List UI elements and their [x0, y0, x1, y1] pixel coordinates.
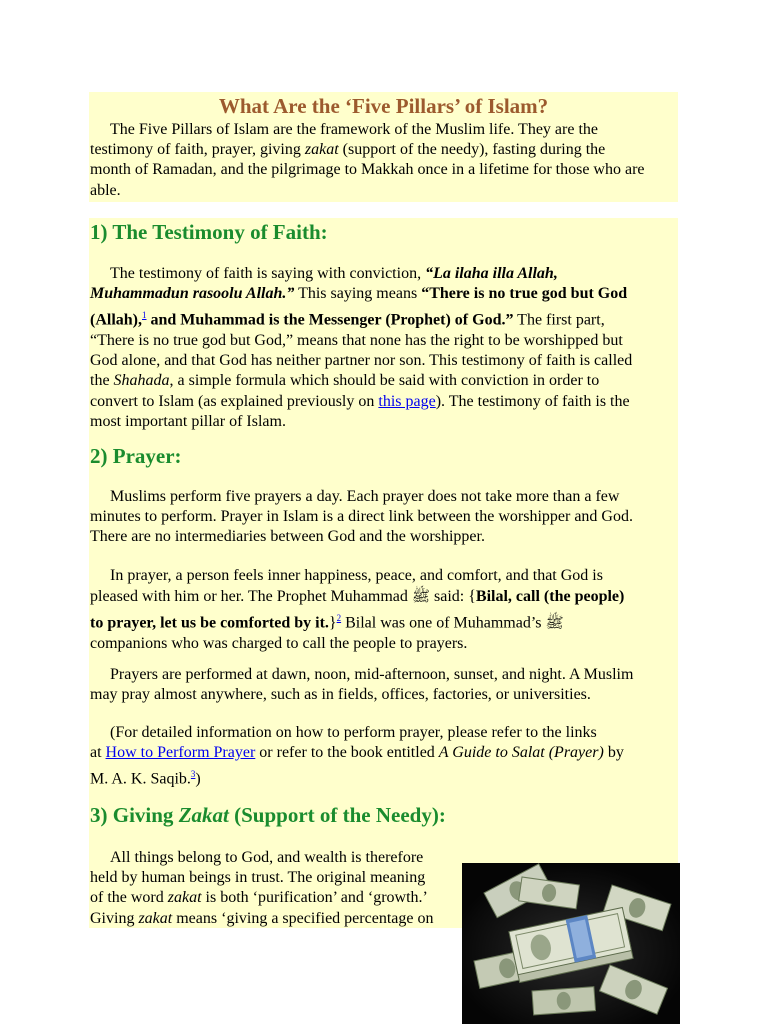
- s3-text-3c: is both ‘purification’ and ‘growth.’: [201, 889, 428, 907]
- s1-text-7a: convert to Islam (as explained previously on: [90, 392, 379, 410]
- s1-line-3: [90, 304, 680, 331]
- s3-line-3: [90, 888, 462, 908]
- s1-text-8: most important pillar of Islam.: [90, 412, 286, 430]
- s3-text-3a: of the word: [90, 889, 168, 907]
- s1-text-1a: The testimony of faith is saying with conviction,: [110, 265, 426, 282]
- testimony-paragraph: [90, 264, 680, 432]
- s2-c-line-2: [90, 685, 680, 705]
- s2-d-text-2a: at: [90, 744, 106, 762]
- s2-a-line-3: [90, 527, 680, 547]
- intro-text-4: able.: [90, 181, 121, 199]
- s2-c-text-2: may pray almost anywhere, such as in fields, offices, factories, or universities.: [90, 686, 591, 704]
- section-heading-testimony: 1) The Testimony of Faith:: [90, 220, 328, 244]
- footnote-link-3[interactable]: 3: [190, 769, 196, 780]
- s2-b-line-4: [90, 634, 680, 654]
- s1-line-6: [90, 371, 680, 391]
- s2-d-text-2c: A Guide to Salat (Prayer): [438, 744, 604, 762]
- s2-a-line-2: [90, 507, 680, 527]
- intro-text-1: The Five Pillars of Islam are the framework of the Muslim life. They are the: [110, 121, 598, 138]
- s3-text-1: All things belong to God, and wealth is therefore: [110, 849, 424, 866]
- intro-text-3: month of Ramadan, and the pilgrimage to Makkah once in a lifetime for those who are: [90, 161, 645, 179]
- s1-text-6b: Shahada: [113, 372, 170, 390]
- s2-b-text-2b: said: {: [430, 588, 476, 606]
- s2-d-line-3: [90, 763, 680, 790]
- s1-text-3c: The first part,: [513, 311, 605, 329]
- s3-heading-b: Zakat: [178, 803, 229, 827]
- s1-line-5: [90, 351, 680, 371]
- how-to-perform-prayer-link[interactable]: How to Perform Prayer: [105, 744, 256, 762]
- money-stack-illustration: [462, 863, 680, 1024]
- s1-text-3a: (Allah),: [90, 311, 142, 329]
- s2-b-text-1: In prayer, a person feels inner happiness, peace, and comfort, and that God is: [110, 567, 603, 584]
- intro-text-2b: zakat: [304, 141, 339, 159]
- s1-text-5: God alone, and that God has neither partner nor son. This testimony of faith is called: [90, 352, 633, 370]
- s1-text-4: “There is no true god but God,” means that none has the right to be worshipped but: [90, 331, 623, 349]
- intro-line-2: [90, 140, 680, 160]
- s2-d-text-2b: or refer to the book entitled: [255, 744, 439, 762]
- prayer-paragraph-3: [90, 665, 680, 705]
- s1-text-1b: “La ilaha illa Allah,: [425, 265, 558, 282]
- s2-b-text-3a: to prayer, let us be comforted by it.: [90, 614, 329, 632]
- page-title: What Are the ‘Five Pillars’ of Islam?: [218, 94, 549, 118]
- s2-b-line-1: [90, 566, 680, 586]
- s1-line-2: [90, 284, 680, 304]
- prayer-paragraph-4: [90, 723, 680, 790]
- s2-a-text-2: minutes to perform. Prayer in Islam is a direct link between the worshipper and God.: [90, 508, 633, 526]
- s3-text-4a: Giving: [90, 909, 139, 927]
- s1-text-2c: “There is no true god but God: [421, 285, 628, 303]
- intro-text-2c: (support of the needy), fasting during the: [338, 141, 606, 159]
- s3-text-4c: means ‘giving a specified percentage on: [172, 909, 434, 927]
- s1-text-2a: Muhammadun rasoolu Allah.”: [90, 285, 295, 303]
- s2-d-text-3b: ): [195, 770, 201, 788]
- footnote-link-1[interactable]: 1: [142, 310, 147, 321]
- intro-line-1: [90, 120, 680, 140]
- s2-b-text-3c: Bilal was one of Muhammad’s: [341, 614, 546, 632]
- s3-text-4b: zakat: [138, 909, 173, 927]
- prayer-paragraph-2: [90, 566, 680, 654]
- pbuh-calligraphy-icon: ﷺ: [411, 587, 430, 606]
- s2-d-text-3a: M. A. K. Saqib.: [90, 770, 191, 788]
- s2-b-line-2: [90, 586, 680, 607]
- s2-c-text-1: Prayers are performed at dawn, noon, mid-afternoon, sunset, and night. A Muslim: [110, 666, 634, 683]
- s1-text-6c: , a simple formula which should be said with conviction in order to: [169, 372, 600, 390]
- s1-text-6a: the: [90, 372, 114, 390]
- s3-text-2: held by human beings in trust. The original meaning: [90, 869, 426, 887]
- s2-a-text-3: There are no intermediaries between God and the worshipper.: [90, 528, 485, 546]
- s2-d-line-1: [90, 723, 680, 743]
- s2-a-line-1: [90, 487, 680, 507]
- s2-c-line-1: [90, 665, 680, 685]
- s1-line-1: [90, 264, 680, 284]
- s1-line-7: [90, 392, 680, 412]
- s2-b-text-4: companions who was charged to call the people to prayers.: [90, 634, 468, 652]
- intro-line-4: [90, 181, 680, 201]
- prayer-paragraph-1: [90, 487, 680, 548]
- s2-d-text-2d: by: [603, 744, 624, 762]
- s3-heading-c: (Support of the Needy):: [228, 803, 446, 827]
- section-heading-zakat: [90, 803, 446, 828]
- s2-b-line-3: [90, 607, 680, 634]
- s3-line-2: [90, 868, 462, 888]
- s2-d-text-1: (For detailed information on how to perform prayer, please refer to the links: [110, 724, 597, 741]
- s2-b-text-2a: pleased with him or her. The Prophet Muhammad: [90, 588, 412, 606]
- s2-a-text-1: Muslims perform five prayers a day. Each prayer does not take more than a few: [110, 488, 620, 505]
- intro-line-3: [90, 160, 680, 180]
- intro-text-2a: testimony of faith, prayer, giving: [90, 141, 305, 159]
- s1-text-2b: This saying means: [294, 285, 422, 303]
- s1-line-4: [90, 331, 680, 351]
- s2-d-line-2: [90, 743, 680, 763]
- s2-b-text-3b: }: [328, 614, 337, 632]
- s3-heading-a: 3) Giving: [90, 803, 179, 827]
- s1-text-3b: and Muhammad is the Messenger (Prophet) of God.”: [146, 311, 514, 329]
- s1-line-8: [90, 412, 680, 432]
- s2-b-text-2c: Bilal, call (the people): [475, 588, 625, 606]
- s3-text-3b: zakat: [167, 889, 202, 907]
- s1-text-7b: ). The testimony of faith is the: [435, 392, 630, 410]
- s3-line-4: [90, 909, 462, 929]
- this-page-link[interactable]: this page: [378, 392, 436, 410]
- intro-paragraph: [90, 120, 680, 201]
- money-stack-image: [462, 863, 680, 1024]
- footnote-link-2[interactable]: 2: [336, 613, 342, 624]
- section-heading-prayer: 2) Prayer:: [90, 444, 182, 468]
- pbuh-calligraphy-icon-2: ﷺ: [545, 613, 564, 632]
- s3-line-1: [90, 848, 462, 868]
- zakat-paragraph: [90, 848, 462, 929]
